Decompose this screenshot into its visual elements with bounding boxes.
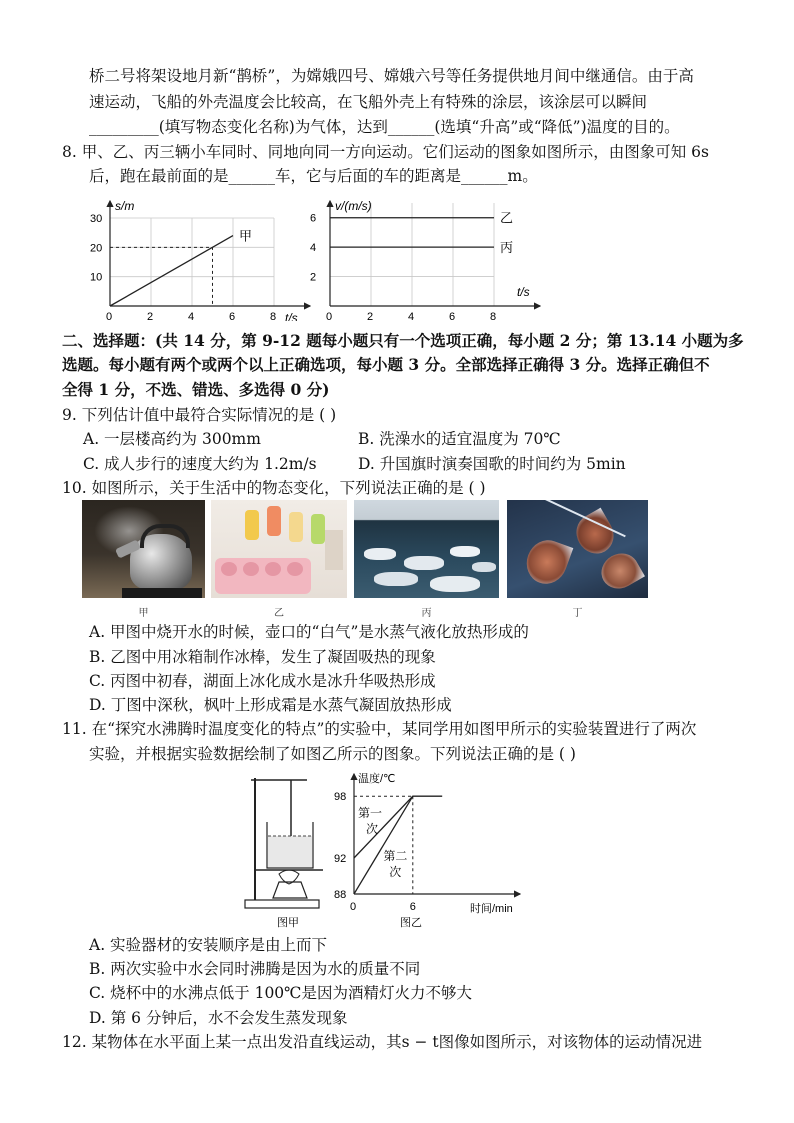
q11-stem-line-1: 11. 在“探究水沸腾时温度变化的特点”的实验中，某同学用如图甲所示的实验装置进行了两次: [62, 720, 697, 738]
q11-option-b: B. 两次实验中水会同时沸腾是因为水的质量不同: [89, 960, 421, 978]
tt-ytick-label: 92: [334, 853, 347, 865]
q8-stem-line-2: 后，跑在最前面的是______车，它与后面的车的距离是______m。: [89, 167, 538, 185]
st-ytick-label: 20: [90, 242, 103, 255]
vt-xtick-label: 4: [408, 311, 415, 321]
section2-line-1: 二、选择题：(共 14 分，第 9-12 题每小题只有一个选项正确，每小题 2 分；第 13.14 小题为多: [62, 331, 744, 350]
apparatus-caption: 图甲: [277, 917, 299, 929]
tt-caption: 图乙: [400, 917, 422, 929]
q11-option-d: D. 第 6 分钟后，水不会发生蒸发现象: [89, 1009, 348, 1027]
q9-option-c: C. 成人步行的速度大约为 1.2m/s: [83, 455, 317, 473]
intro-line-1: 桥二号将架设地月新“鹊桥”，为嫦娥四号、嫦娥六号等任务提供地月间中继通信。由于高: [89, 67, 694, 85]
vt-ytick-label: 6: [310, 212, 317, 225]
vt-ylabel: v/(m/s): [335, 199, 372, 213]
photo-caption-ding: 丁: [572, 608, 583, 619]
tt-series-label: 次: [389, 865, 402, 879]
tt-ytick-label: 98: [334, 791, 347, 804]
st-series-label: 甲: [239, 228, 253, 244]
ice-lake-photo: [354, 500, 499, 598]
section2-line-3: 全得 1 分，不选、错选、多选得 0 分): [62, 380, 330, 399]
tt-origin-label: 0: [350, 901, 357, 913]
vt-xtick-label: 6: [449, 311, 456, 321]
alcohol-lamp: [273, 882, 307, 898]
temperature-time-chart: [330, 770, 530, 930]
st-xtick-label: 6: [229, 311, 236, 321]
st-xtick-label: 0: [106, 311, 113, 321]
q9-stem: 9. 下列估计值中最符合实际情况的是 ( ): [62, 406, 337, 424]
vt-series-label: 乙: [500, 210, 514, 226]
q8-stem-line-1: 8. 甲、乙、丙三辆小车同时、同地向同一方向运动。它们运动的图象如图所示，由图象可知 6s: [62, 143, 709, 161]
photo-caption-jia: 甲: [138, 608, 149, 619]
q10-option-a: A. 甲图中烧开水的时候，壶口的“白气”是水蒸气液化放热形成的: [89, 623, 529, 641]
q11-option-a: A. 实验器材的安装顺序是由上而下: [89, 936, 328, 954]
st-series-line: [110, 236, 233, 306]
q9-option-d: D. 升国旗时演奏国歌的时间约为 5min: [358, 455, 626, 473]
intro-line-2: 速运动，飞船的外壳温度会比较高，在飞船外壳上有特殊的涂层，该涂层可以瞬间: [89, 93, 648, 111]
st-xtick-label: 2: [147, 311, 154, 321]
st-chart: [85, 196, 315, 321]
tt-ylabel: 温度/℃: [358, 773, 396, 785]
photo-caption-bing: 丙: [421, 608, 432, 619]
tt-ytick-label: 88: [334, 889, 347, 901]
st-xtick-label: 8: [270, 311, 277, 321]
tt-xlabel: 时间/min: [470, 903, 513, 915]
vt-series-label: 丙: [500, 240, 514, 256]
vt-xtick-label: 0: [326, 311, 333, 321]
vt-xtick-label: 8: [490, 311, 497, 321]
q11-stem-line-2: 实验，并根据实验数据绘制了如图乙所示的图象。下列说法正确的是 ( ): [89, 745, 576, 763]
vt-grid: [330, 203, 494, 306]
tt-series-label: 第二: [383, 849, 408, 863]
photo-caption-yi: 乙: [274, 608, 284, 619]
tt-xtick-label: 6: [409, 901, 416, 913]
vt-ytick-label: 2: [310, 271, 317, 284]
q10-stem: 10. 如图所示，关于生活中的物态变化，下列说法正确的是 ( ): [62, 479, 486, 497]
st-ylabel: s/m: [115, 199, 135, 213]
popsicle-photo: [211, 500, 347, 598]
vt-ytick-label: 4: [310, 242, 317, 255]
st-ytick-label: 10: [90, 271, 103, 284]
q10-option-c: C. 丙图中初春，湖面上冰化成水是冰升华吸热形成: [89, 672, 436, 690]
q10-option-d: D. 丁图中深秋，枫叶上形成霜是水蒸气凝固放热形成: [89, 696, 452, 714]
q9-option-a: A. 一层楼高约为 300mm: [83, 430, 261, 448]
vt-xtick-label: 2: [367, 311, 374, 321]
q11-option-c: C. 烧杯中的水沸点低于 100℃是因为酒精灯火力不够大: [89, 984, 473, 1002]
apparatus-base: [245, 900, 319, 908]
vt-xlabel: t/s: [517, 285, 530, 299]
frost-leaf-photo: [507, 500, 648, 598]
st-ytick-label: 30: [90, 213, 103, 225]
q12-stem-line-1: 12. 某物体在水平面上某一点出发沿直线运动，其s − t图像如图所示，对该物体的运动情况进: [62, 1033, 703, 1051]
vt-chart: [305, 196, 550, 321]
st-xlabel: t/s: [285, 311, 298, 321]
st-xtick-label: 4: [188, 311, 195, 321]
tt-series-label: 第一: [358, 805, 383, 820]
kettle-photo: [82, 500, 205, 598]
tt-series-label: 次: [366, 821, 379, 836]
q9-option-b: B. 洗澡水的适宜温度为 70℃: [358, 430, 561, 448]
boiling-apparatus-figure: [243, 770, 333, 930]
intro-line-3: _________(填写物态变化名称)为气体，达到______(选填“升高”或“降低”)温度的目的。: [89, 118, 680, 136]
q10-option-b: B. 乙图中用冰箱制作冰棒，发生了凝固吸热的现象: [89, 648, 436, 666]
section2-line-2: 选题。每小题有两个或两个以上正确选项，每小题 3 分。全部选择正确得 3 分。选择正确但不: [62, 355, 710, 374]
